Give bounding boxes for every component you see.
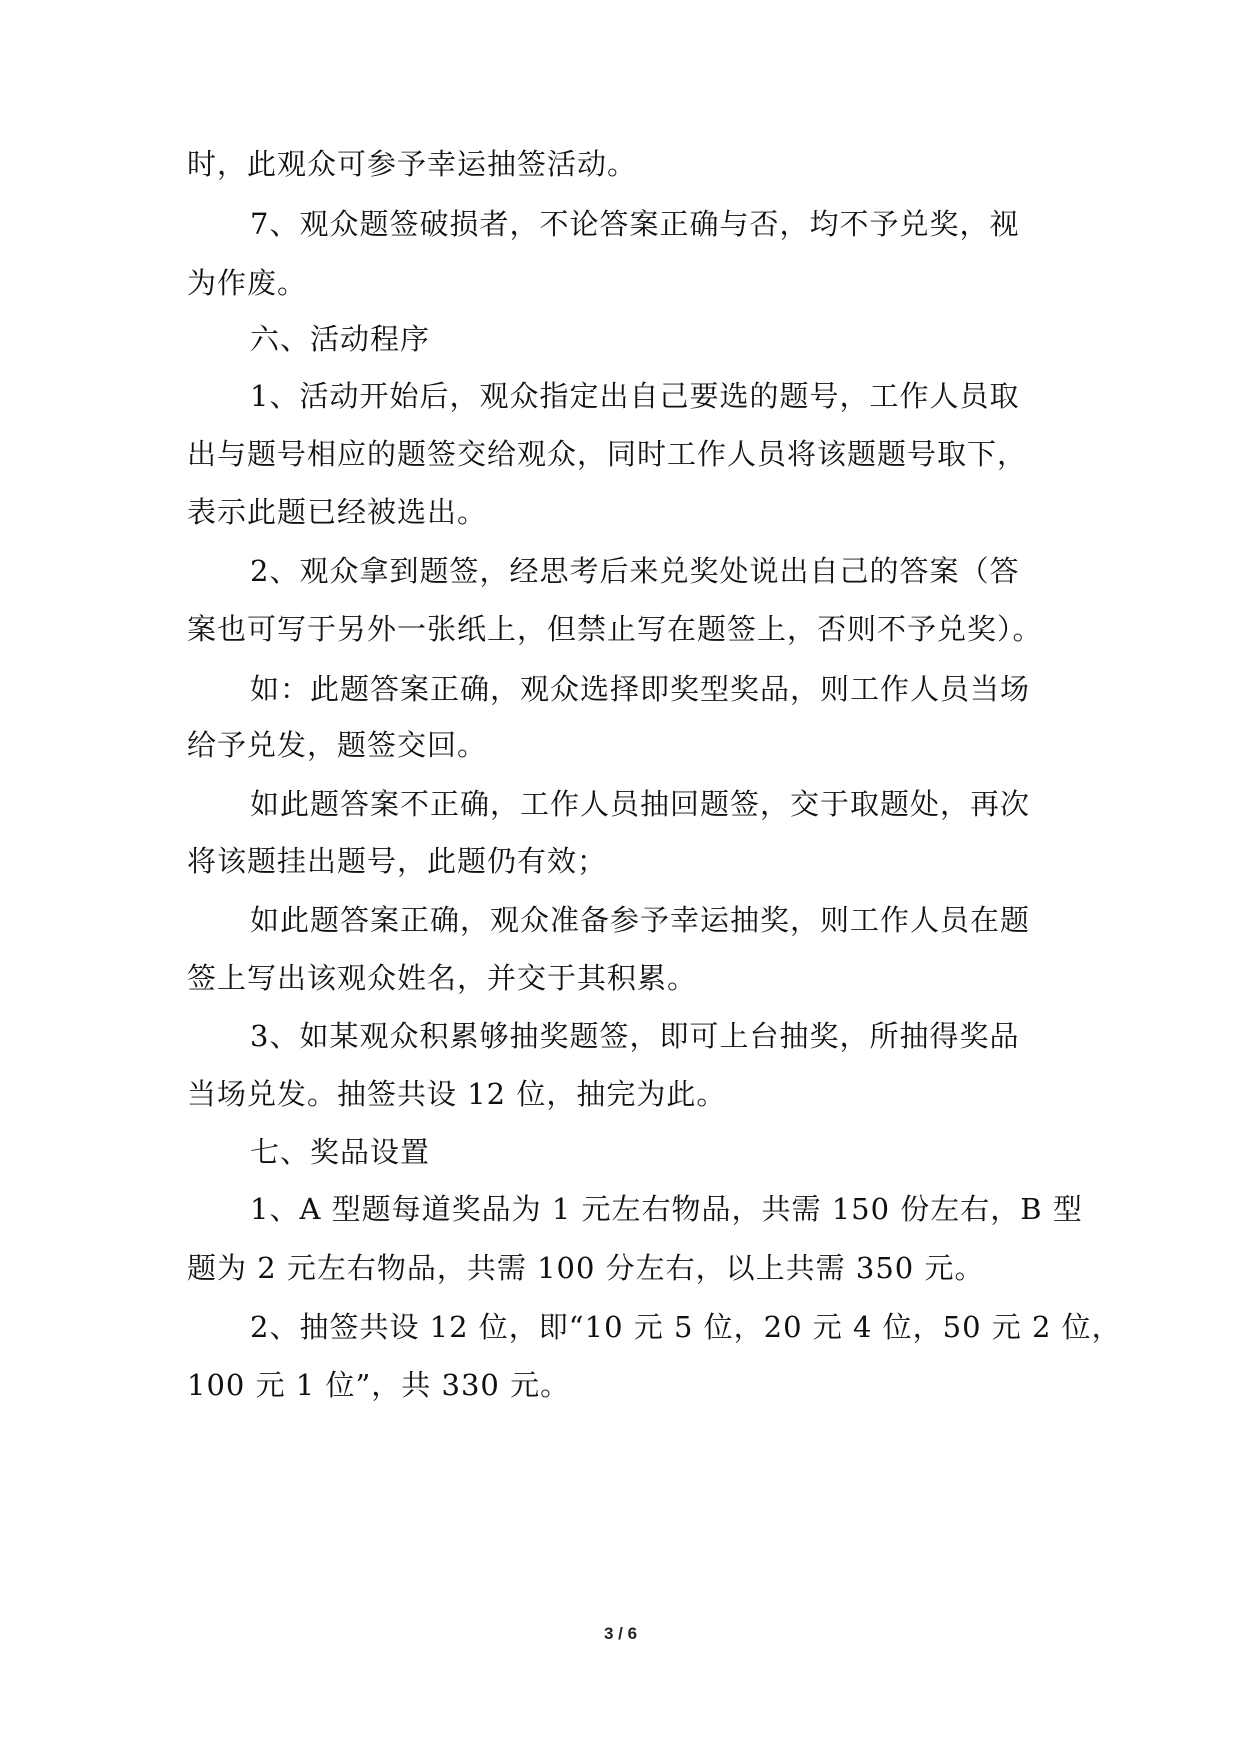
text-line: 出与题号相应的题签交给观众，同时工作人员将该题题号取下， <box>187 437 1028 471</box>
text-line: 2、观众拿到题签，经思考后来兑奖处说出自己的答案（答 <box>250 554 1020 588</box>
text-line: 表示此题已经被选出。 <box>187 495 488 529</box>
text-line: 如此题答案不正确，工作人员抽回题签，交于取题处，再次 <box>250 787 1031 821</box>
text-line: 案也可写于另外一张纸上，但禁止写在题签上，否则不予兑奖）。 <box>187 612 1043 646</box>
text-line: 2、抽签共设 12 位，即“10 元 5 位，20 元 4 位，50 元 2 位， <box>250 1310 1122 1344</box>
text-line: 当场兑发。抽签共设 12 位，抽完为此。 <box>187 1077 727 1111</box>
text-line: 100 元 1 位”，共 330 元。 <box>187 1368 571 1402</box>
text-line: 为作废。 <box>187 266 308 300</box>
section-heading: 七、奖品设置 <box>250 1135 431 1169</box>
text-line: 1、A 型题每道奖品为 1 元左右物品，共需 150 份左右，B 型 <box>250 1192 1083 1226</box>
text-line: 给予兑发，题签交回。 <box>187 728 488 762</box>
text-line: 将该题挂出题号，此题仍有效； <box>187 844 608 878</box>
section-heading: 六、活动程序 <box>250 322 431 356</box>
text-line: 7、观众题签破损者，不论答案正确与否，均不予兑奖，视 <box>250 207 1020 241</box>
text-line: 1、活动开始后，观众指定出自己要选的题号，工作人员取 <box>250 379 1020 413</box>
text-line: 如：此题答案正确，观众选择即奖型奖品，则工作人员当场 <box>250 672 1031 706</box>
page-number: 3 / 6 <box>603 1624 638 1643</box>
text-line: 3、如某观众积累够抽奖题签，即可上台抽奖，所抽得奖品 <box>250 1019 1020 1053</box>
text-line: 时，此观众可参予幸运抽签活动。 <box>187 147 638 181</box>
text-line: 如此题答案正确，观众准备参予幸运抽奖，则工作人员在题 <box>250 903 1031 937</box>
text-line: 题为 2 元左右物品，共需 100 分左右，以上共需 350 元。 <box>187 1251 985 1285</box>
text-line: 签上写出该观众姓名，并交于其积累。 <box>187 961 698 995</box>
